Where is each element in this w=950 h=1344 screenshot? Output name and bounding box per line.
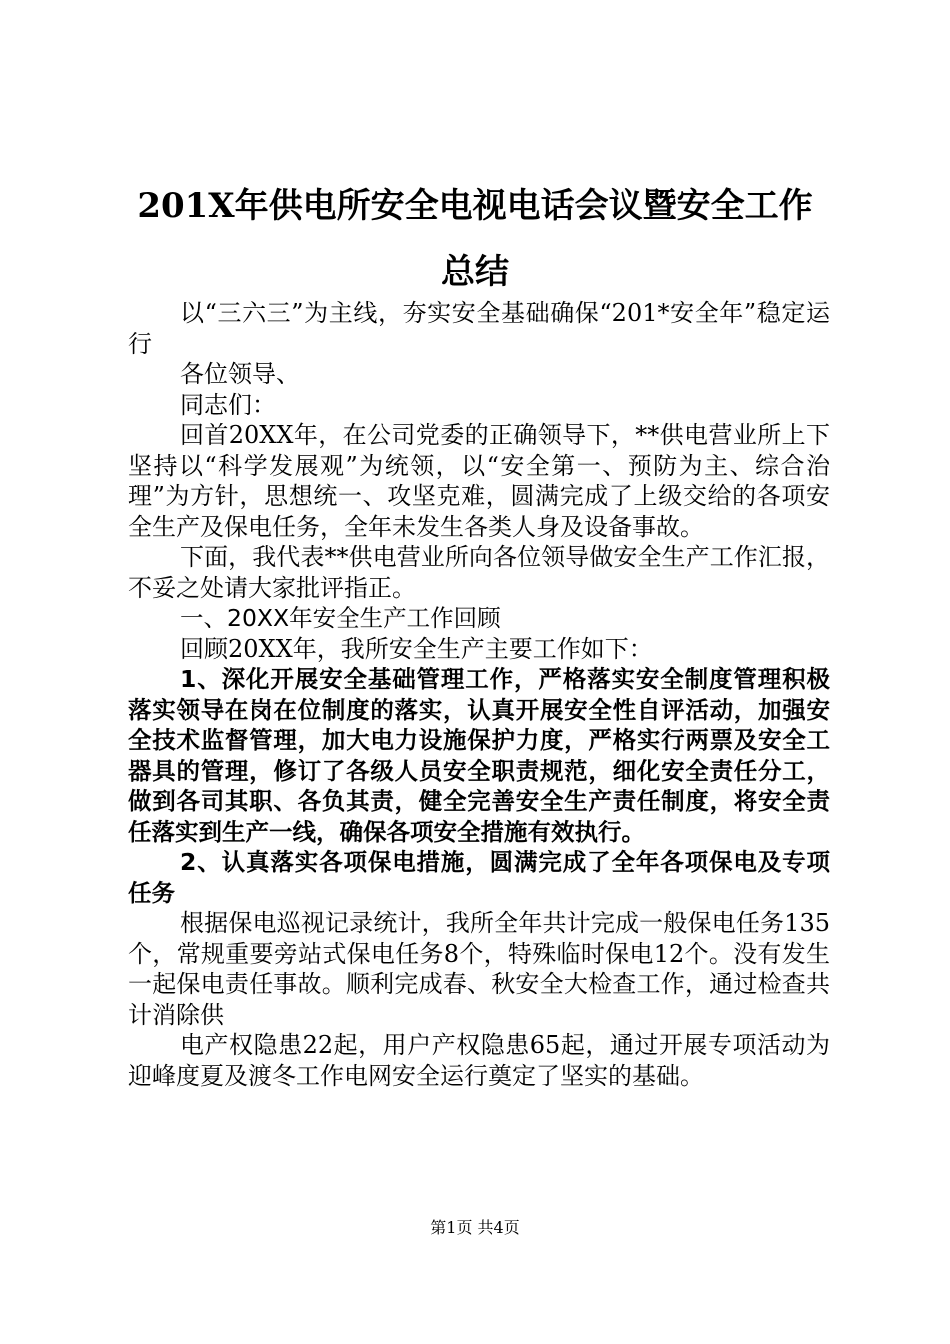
- paragraph-stats: 根据保电巡视记录统计，我所全年共计完成一般保电任务135个，常规重要旁站式保电任务8个，特殊临时保电12个。没有发生一起保电责任事故。顺利完成春、秋安全大检查工作，通过检查共计消除供: [128, 909, 830, 1029]
- paragraph-theme: 以“三六三”为主线，夯实安全基础确保“201*安全年”稳定运行: [128, 299, 830, 358]
- paragraph-salutation-1: 各位领导、: [180, 360, 300, 388]
- document-title-line-2: 总结: [441, 252, 509, 292]
- paragraph-report-intro: 下面，我代表**供电营业所向各位领导做安全生产工作汇报，不妥之处请大家批评指正。: [128, 543, 830, 602]
- paragraph-hazards: 电产权隐患22起，用户产权隐患65起，通过开展专项活动为迎峰度夏及渡冬工作电网安全运行奠定了坚实的基础。: [128, 1031, 830, 1090]
- paragraph-salutation-2: 同志们：: [180, 390, 276, 419]
- paragraph-item-2: 2、认真落实各项保电措施，圆满完成了全年各项保电及专项任务: [128, 848, 830, 907]
- document-title-line-1: 201X年供电所安全电视电话会议暨安全工作: [137, 186, 813, 226]
- paragraph-review-intro: 回首20XX年，在公司党委的正确领导下，**供电营业所上下坚持以“科学发展观”为统领，以“安全第一、预防为主、综合治理”为方针，思想统一、攻坚克难，圆满完成了上级交给的各项安全生产及保电任务，全年未发生各类人身及设备事故。: [128, 421, 830, 541]
- section-heading-1: 一、20XX年安全生产工作回顾: [180, 604, 501, 632]
- page-number-footer: 第1页 共4页: [430, 1218, 520, 1237]
- paragraph-review-summary: 回顾20XX年，我所安全生产主要工作如下：: [180, 634, 653, 663]
- document-body: [128, 298, 830, 1091]
- paragraph-item-1: 1、深化开展安全基础管理工作，严格落实安全制度管理积极落实领导在岗在位制度的落实，认真开展安全性自评活动，加强安全技术监督管理，加大电力设施保护力度，严格实行两票及安全工器具的管理，修订了各级人员安全职责规范，细化安全责任分工，做到各司其职、各负其责，健全完善安全生产责任制度，将安全责任落实到生产一线，确保各项安全措施有效执行。: [128, 665, 830, 846]
